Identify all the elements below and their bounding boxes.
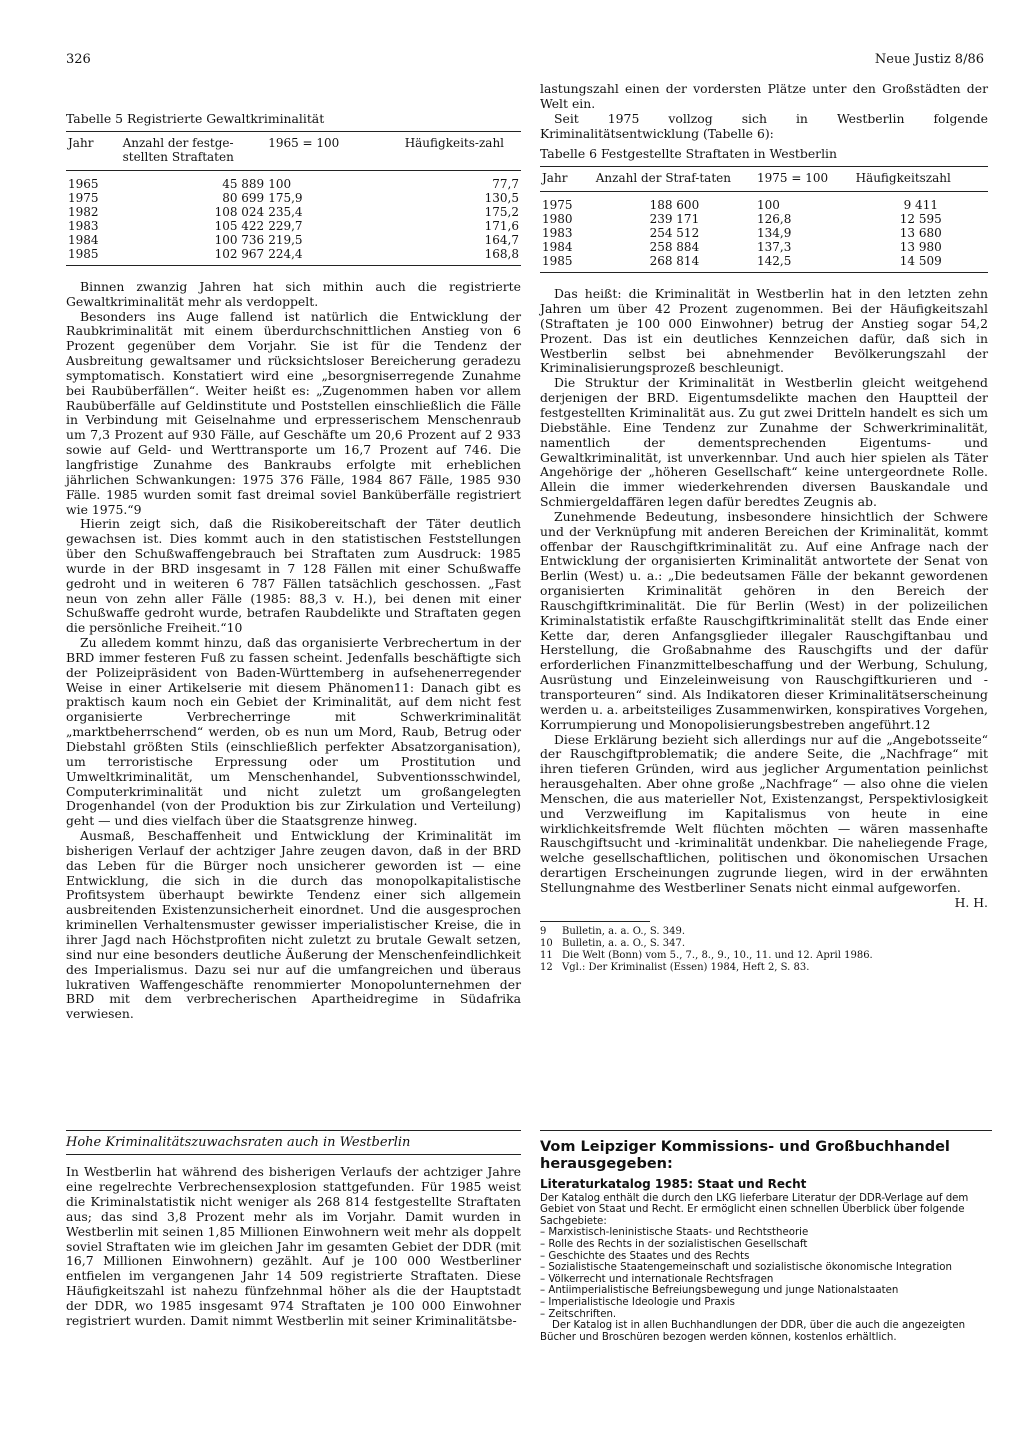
table6-cell: 142,5 bbox=[757, 254, 792, 269]
list-item: – Geschichte des Staates und des Rechts bbox=[540, 1251, 992, 1263]
author-signature: H. H. bbox=[954, 894, 988, 910]
table6-cell: 1980 bbox=[542, 212, 573, 227]
list-item: – Völkerrecht und internationale Rechtsfragen bbox=[540, 1274, 992, 1286]
table6-header: Häufigkeitszahl bbox=[855, 171, 951, 186]
footnote-divider bbox=[540, 921, 650, 922]
table6-cell: 1975 bbox=[542, 198, 573, 213]
table5-cell: 1984 bbox=[68, 232, 99, 247]
table5-cell: 175,9 bbox=[268, 190, 303, 205]
table5-cell: 219,5 bbox=[268, 232, 303, 247]
body-paragraph: Binnen zwanzig Jahren hat sich mithin auch die registrierte Gewaltkriminalität mehr als verdoppelt. bbox=[66, 278, 521, 309]
list-item: – Marxistisch-leninistische Staats- und Rechtstheorie bbox=[540, 1227, 992, 1239]
catalog-advert bbox=[540, 1130, 992, 1343]
table-row bbox=[66, 219, 521, 233]
table6-cell: 9 411 bbox=[903, 198, 938, 213]
table6 bbox=[540, 166, 988, 273]
table5-cell: 1985 bbox=[68, 246, 99, 261]
footnote-number: 9 bbox=[540, 925, 547, 937]
table6-header: Jahr bbox=[542, 171, 568, 186]
table6-cell: 268 814 bbox=[649, 254, 700, 269]
list-item: – Rolle des Rechts in der sozialistischen Gesellschaft bbox=[540, 1239, 992, 1251]
table5-header: Jahr bbox=[68, 135, 94, 150]
table5-header: 1965 = 100 bbox=[268, 135, 340, 150]
list-item: – Imperialistische Ideologie und Praxis bbox=[540, 1297, 992, 1309]
table5-cell: 229,7 bbox=[268, 218, 303, 233]
footnote-number: 12 bbox=[540, 961, 553, 973]
advert-list bbox=[540, 1227, 992, 1320]
footnote bbox=[540, 926, 988, 938]
table6-cell: 13 680 bbox=[899, 226, 942, 241]
right-column bbox=[540, 82, 988, 974]
table6-caption: Tabelle 6 Festgestellte Straftaten in Westberlin bbox=[540, 146, 838, 162]
table-row bbox=[66, 205, 521, 219]
table6-cell: 1985 bbox=[542, 254, 573, 269]
table5-cell: 175,2 bbox=[484, 204, 519, 219]
footnote-text: Bulletin, a. a. O., S. 347. bbox=[562, 937, 686, 949]
table5-cell: 224,4 bbox=[268, 246, 303, 261]
table5-header: Häufigkeits-zahl bbox=[404, 135, 505, 150]
table-row bbox=[540, 192, 988, 213]
table5-cell: 102 967 bbox=[214, 246, 265, 261]
body-paragraph: Hierin zeigt sich, daß die Risikobereitschaft der Täter deutlich gewachsen ist. Dies kommt auch in den statistischen Feststellungen über den Schußwaffengebrauch bei Straftaten zum Ausdruck: 1985 wurde in der BRD insgesamt in 7 128 Fällen mit einer Schußwaffe gedroht und in weiteren 6 787 Fällen tatsächlich geschossen. „Fast neun von zehn aller Fälle (1985: 88,3 v. H.), bei denen mit einer Schußwaffe gedroht wurde, betrafen Raubdelikte und Straftaten gegen die persönliche Freiheit.“10 bbox=[66, 516, 521, 636]
table5-cell: 235,4 bbox=[268, 204, 303, 219]
table5-caption: Tabelle 5 Registrierte Gewaltkriminalität bbox=[66, 111, 325, 126]
table5-cell: 1975 bbox=[68, 190, 99, 205]
table5-cell: 80 699 bbox=[222, 190, 265, 205]
table5-cell: 1983 bbox=[68, 218, 99, 233]
table5-cell: 1982 bbox=[68, 204, 99, 219]
table6-cell: 100 bbox=[757, 198, 780, 213]
table6-cell: 258 884 bbox=[649, 240, 700, 255]
left-column bbox=[66, 112, 521, 1022]
footnote-text: Bulletin, a. a. O., S. 349. bbox=[562, 925, 686, 937]
table6-cell: 1983 bbox=[542, 226, 573, 241]
table6-cell: 126,8 bbox=[757, 212, 792, 227]
section-heading: Hohe Kriminalitätszuwachsraten auch in Westberlin bbox=[66, 1130, 521, 1155]
table-row bbox=[66, 170, 521, 191]
table5-cell: 100 bbox=[268, 176, 292, 191]
table6-header: 1975 = 100 bbox=[757, 171, 829, 186]
table6-cell: 13 980 bbox=[899, 240, 942, 255]
table5-cell: 171,6 bbox=[484, 218, 519, 233]
footnote bbox=[540, 962, 988, 974]
table-row bbox=[540, 212, 988, 226]
table6-header: Anzahl der Straf-taten bbox=[595, 171, 731, 186]
body-paragraph: Diese Erklärung bezieht sich allerdings nur auf die „Angebotsseite“ der Rauschgiftproblematik; die andere Seite, die „Nachfrage“ mit ihren tieferen Gründen, wird aus jeglicher Argumentation peinlichst herausgehalten. Aber ohne große „Nachfrage“ — also ohne die vielen Menschen, die aus materieller Not, Existenzangst, Perspektivlosigkeit und Verzweiflung im Kapitalismus von heute in eine wirklichkeitsfremde Welt flüchten möchten — wären massenhafte Rauschgiftsucht und -kriminalität undenkbar. Die naheliegende Frage, welche gesellschaftlichen, politischen und ökonomischen Ursachen derartigen Erscheinungen zugrunde liegen, wird in der erwähnten Stellungnahme des Westberliner Senats nicht einmal aufgeworfen. bbox=[540, 731, 988, 895]
table5-header: Anzahl der festge-stellten Straftaten bbox=[122, 135, 234, 164]
table5-cell: 45 889 bbox=[222, 176, 265, 191]
journal-title: Neue Justiz 8/86 bbox=[874, 52, 984, 67]
table-row bbox=[66, 191, 521, 205]
table-row bbox=[540, 226, 988, 240]
footnote-text: Vgl.: Der Kriminalist (Essen) 1984, Heft 2, S. 83. bbox=[562, 961, 810, 973]
body-paragraph: lastungszahl einen der vordersten Plätze unter den Großstädten der Welt ein. bbox=[540, 81, 988, 111]
body-paragraph: Zu alledem kommt hinzu, daß das organisierte Verbrechertum in der BRD immer festeren Fuß zu fassen scheint. Jedenfalls beschäftigte sich der Polizeipräsident von Baden-Württemberg in aufsehenerregender Weise in einer Artikelserie mit diesem Phänomen11: Danach gibt es praktisch kaum noch ein Gebiet der Kriminalität, auf dem nicht fest organisierte Verbrecherringe mit Schwerkriminalität „marktbeherrschend“ werden, ob es nun um Mord, Raub, Betrug oder Diebstahl größten Stils (einschließlich perfekter Absatzorganisation), um terroristische Erpressung oder um Prostitution und Umweltkriminalität, um Menschenhandel, Subventionsschwindel, Computerkriminalität und nicht zuletzt um großangelegten Drogenhandel (von der Produktion bis zur Zirkulation und Verteilung) geht — und dies vielfach über die Staatsgrenze hinweg. bbox=[66, 635, 521, 829]
table-row bbox=[540, 254, 988, 273]
table5-cell: 130,5 bbox=[484, 190, 519, 205]
body-paragraph: Zunehmende Bedeutung, insbesondere hinsichtlich der Schwere und der Verknüpfung mit anderen Bereichen der Kriminalität, kommt offenbar der Rauschgiftkriminalität zu. Auf eine Anfrage nach der Entwicklung der organisierten Kriminalität antwortete der Senat von Berlin (West) u. a.: „Die bedeutsamen Fälle der bekannt gewordenen organisierten Kriminalität gehören in den Bereich der Rauschgiftkriminalität. Die für Berlin (West) in der polizeilichen Kriminalstatistik erfaßte Rauschgiftkriminalität stellt das Ende einer Kette dar, deren Anfangsglieder illegaler Rauschgiftanbau und Herstellung, die Großabnahme des Rauschgifts und der dafür erforderlichen Finanzmittelbeschaffung und der Werbung, Schulung, Ausrüstung und Einzeleinweisung von Rauschgiftkurieren und -transporteuren“ sind. Als Indikatoren dieser Kriminalitätserscheinung werden u. a. arbeitsteiliges Zusammenwirken, konspiratives Vorgehen, Korrumpierung und Monopolisierungsbestreben angeführt.12 bbox=[540, 508, 988, 732]
table6-cell: 137,3 bbox=[757, 240, 792, 255]
table5-cell: 1965 bbox=[68, 176, 99, 191]
advert-intro: Der Katalog enthält die durch den LKG lieferbare Literatur der DDR-Verlage auf dem Gebiet von Staat und Recht. Er ermöglicht einen schnellen Überblick über folgende Sachgebiete: bbox=[540, 1192, 969, 1227]
footnote bbox=[540, 950, 988, 962]
table6-cell: 12 595 bbox=[899, 212, 942, 227]
table6-cell: 254 512 bbox=[649, 226, 700, 241]
table6-cell: 239 171 bbox=[649, 212, 700, 227]
body-paragraph: Das heißt: die Kriminalität in Westberlin hat in den letzten zehn Jahren um über 42 Prozent zugenommen. Bei der Häufigkeitszahl (Straftaten je 100 000 Einwohner) betrug der Anstieg sogar 54,2 Prozent. Das ist ein deutliches Kennzeichen dafür, daß sich in Westberlin selbst bei abnehmender Bevölkerungszahl der Kriminalisierungsprozeß beschleunigt. bbox=[540, 286, 988, 376]
page-number: 326 bbox=[66, 52, 91, 67]
table6-cell: 14 509 bbox=[899, 254, 942, 269]
table-row bbox=[66, 233, 521, 247]
table6-cell: 188 600 bbox=[649, 198, 700, 213]
footnote-text: Die Welt (Bonn) vom 5., 7., 8., 9., 10., 11. und 12. April 1986. bbox=[562, 949, 873, 961]
table5-cell: 77,7 bbox=[492, 176, 519, 191]
table6-cell: 1984 bbox=[542, 240, 573, 255]
table5-cell: 108 024 bbox=[214, 204, 265, 219]
table-row bbox=[66, 247, 521, 266]
table5-cell: 168,8 bbox=[484, 246, 519, 261]
list-item: – Sozialistische Staatengemeinschaft und sozialistische ökonomische Integration bbox=[540, 1262, 992, 1274]
table5-cell: 105 422 bbox=[214, 218, 265, 233]
body-paragraph: Besonders ins Auge fallend ist natürlich die Entwicklung der Raubkriminalität mit einem überdurchschnittlichen Anstieg von 6 Prozent gegenüber dem Vorjahr. Sie ist für die Tendenz der Ausbreitung gewaltsamer und rücksichtsloser Bereicherung geradezu symptomatisch. Konstatiert wird eine „besorgniserregende Zunahme bei Raubüberfällen“. Weiter heißt es: „Zugenommen haben vor allem Raubüberfälle auf Geldinstitute und Poststellen einschließlich die Fälle in Verbindung mit Geiselnahme und erpresserischem Menschenraub um 7,3 Prozent auf 930 Fälle, auf Geschäfte um 20,6 Prozent auf 2 933 sowie auf Geld- und Werttransporte um 16,7 Prozent auf 746. Die langfristige Zunahme des Bankraubs erfolgte mit erheblichen jährlichen Schwankungen: 1975 376 Fälle, 1984 867 Fälle, 1985 930 Fälle. 1985 wurden somit fast dreimal soviel Banküberfälle registriert wie 1975.“9 bbox=[66, 308, 521, 517]
table5-cell: 164,7 bbox=[484, 232, 519, 247]
list-item: – Antiimperialistische Befreiungsbewegung und junge Nationalstaaten bbox=[540, 1285, 992, 1297]
footnote bbox=[540, 938, 988, 950]
table-row bbox=[540, 240, 988, 254]
advert-title: Vom Leipziger Kommissions- und Großbuchhandel herausgegeben: bbox=[540, 1139, 950, 1172]
list-item: – Zeitschriften. bbox=[540, 1309, 992, 1321]
advert-subtitle: Literaturkatalog 1985: Staat und Recht bbox=[540, 1177, 807, 1191]
body-paragraph: Seit 1975 vollzog sich in Westberlin folgende Kriminalitätsentwicklung (Tabelle 6): bbox=[540, 110, 988, 141]
table5 bbox=[66, 131, 521, 266]
table5-cell: 100 736 bbox=[214, 232, 265, 247]
section-body: In Westberlin hat während des bisherigen Verlaufs der achtziger Jahre eine regelrechte Verbrechensexplosion stattgefunden. Für 1985 weist die Kriminalstatistik nicht weniger als 268 814 festgestellte Straftaten aus; das sind 3,8 Prozent mehr als im Vorjahr. Damit wurden in Westberlin mit seinen 1,85 Millionen Einwohnern weit mehr als doppelt soviel Straftaten wie im gleichen Jahr im gesamten Gebiet der DDR (mit 16,7 Millionen Einwohnern) gezählt. Auf je 100 000 Westberliner entfielen im vergangenen Jahr 14 509 registrierte Straftaten. Diese Häufigkeitszahl ist nahezu fünfzehnmal höher als die der Hauptstadt der DDR, wo 1985 insgesamt 974 Straftaten je 100 000 Einwohner registriert wurden. Damit nimmt Westberlin mit seiner Kriminalitätsbe- bbox=[66, 1164, 521, 1329]
advert-outro: Der Katalog ist in allen Buchhandlungen der DDR, über die auch die angezeigten Bücher und Broschüren bezogen werden können, kostenlos erhältlich. bbox=[540, 1320, 966, 1343]
body-paragraph: Die Struktur der Kriminalität in Westberlin gleicht weitgehend derjenigen der BRD. Eigentumsdelikte machen den Hauptteil der festgestellten Kriminalität aus. Zu gut zwei Dritteln handelt es sich um Diebstähle. Eine Tendenz zur Zunahme der Schwerkriminalität, namentlich der dementsprechenden Eigentums- und Gewaltkriminalität, ist unverkennbar. Und auch hier spielen als Täter Angehörige der „höheren Gesellschaft“ keine untergeordnete Rolle. Allein die immer wiederkehrenden diversen Bauskandale und Schmiergeldaffären legen dafür beredtes Zeugnis ab. bbox=[540, 375, 988, 510]
footnote-number: 10 bbox=[540, 937, 553, 949]
body-paragraph: Ausmaß, Beschaffenheit und Entwicklung der Kriminalität im bisherigen Verlauf der achtziger Jahre zeugen davon, daß in der BRD das Leben für die Bürger noch unsicherer geworden ist — eine Entwicklung, die sich in die durch das monopolkapitalistische Profitsystem überhaupt bewirkte Tendenz einer sich allgemein ausbreitenden Existenzunsicherheit einordnet. Und die ausgesprochen kriminellen Verhaltensmuster gewisser imperialistischer Kreise, die in ihrer Jagd nach Höchstprofiten nicht zuletzt zu brutale Gewalt setzen, sind nur eine besonders deutliche Äußerung der Menschenfeindlichkeit des Imperialismus. Dazu sei nur auf die umfangreichen und überaus lukrativen Waffengeschäfte renommierter Monopolunternehmen der BRD mit dem verbrecherischen Apartheidregime in Südafrika verwiesen. bbox=[66, 828, 521, 1022]
table6-cell: 134,9 bbox=[757, 226, 792, 241]
footnote-number: 11 bbox=[540, 949, 553, 961]
advert-divider bbox=[540, 1130, 992, 1131]
